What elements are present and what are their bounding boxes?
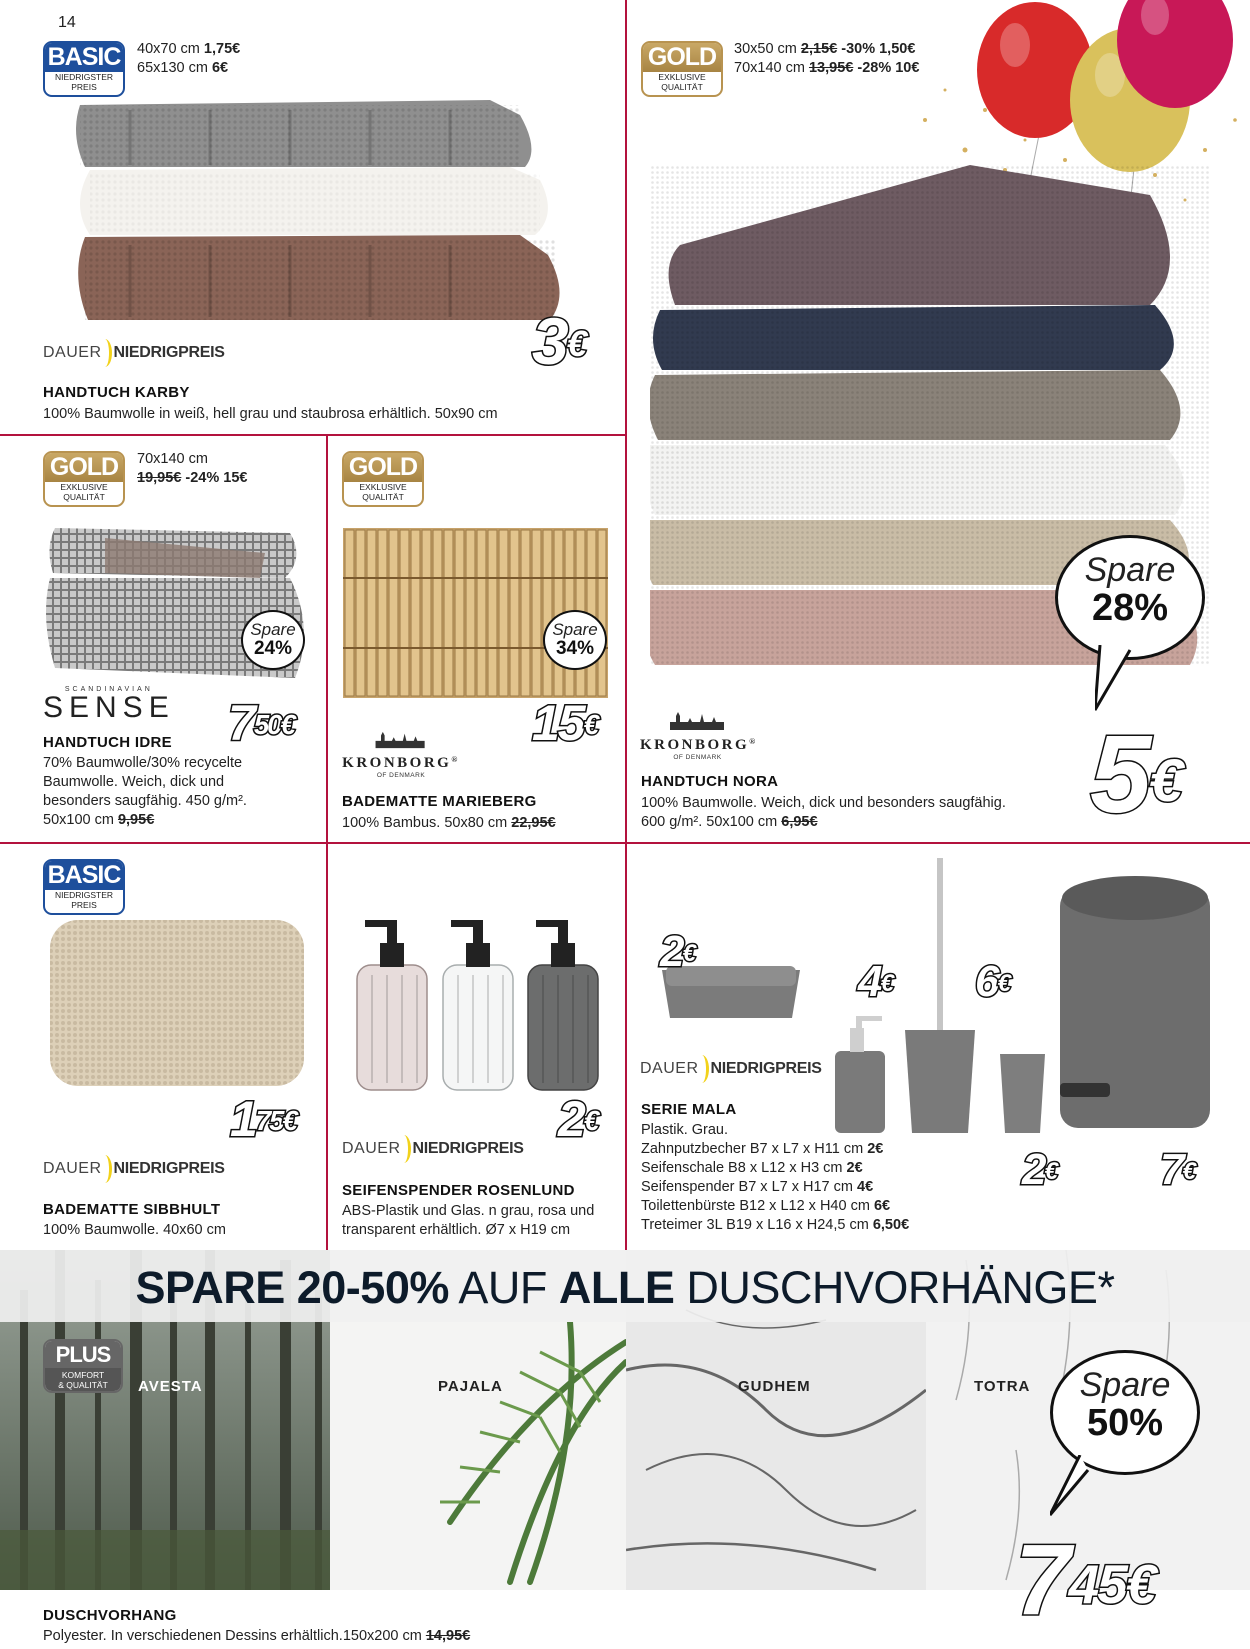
price-idre: $7^{50€}$ <box>228 695 294 751</box>
price-rosenlund: 2€ <box>558 1091 598 1147</box>
product-description: ABS-Plastik und Glas. n grau, rosa und transparent erhältlich. Ø7 x H19 cm <box>342 1203 595 1238</box>
curtain-name-totra: TOTRA <box>974 1378 1031 1395</box>
curtain-name-avesta: AVESTA <box>138 1378 203 1395</box>
divider-row3-right <box>625 842 627 1250</box>
bubble-tail <box>1050 1455 1090 1525</box>
basic-badge: BASIC NIEDRIGSTER PREIS <box>43 41 125 97</box>
product-title: BADEMATTE SIBBHULT <box>43 1201 221 1218</box>
product-description: 100% Baumwolle. Weich, dick und besonders saugfähig. 600 g/m². 50x100 cm 6,95€ <box>641 795 1006 830</box>
basic-badge: BASIC NIEDRIGSTER PREIS <box>43 859 125 915</box>
product-description: 100% Bambus. 50x80 cm 22,95€ <box>342 815 556 831</box>
spare-bubble: Spare 24% <box>241 610 305 670</box>
price-mala-cup: 2€ <box>1022 1145 1056 1194</box>
price-mala-bin: 7€ <box>1160 1145 1194 1194</box>
product-title: DUSCHVORHANG <box>43 1607 177 1624</box>
product-title: HANDTUCH IDRE <box>43 734 172 751</box>
product-description: 100% Baumwolle in weiß, hell grau und staubrosa erhältlich. 50x90 cm <box>43 406 498 422</box>
gold-badge: GOLD EXKLUSIVE QUALITÄT <box>641 41 723 97</box>
kronborg-logo: KRONBORG® OF DENMARK <box>342 730 460 779</box>
towel-stack-image <box>70 95 590 335</box>
divider-row3-left <box>326 842 328 1250</box>
size-list: 40x70 cm 1,75€ 65x130 cm 6€ <box>137 41 241 76</box>
size-list: 30x50 cm 2,15€ -30% 1,50€ 70x140 cm 13,95€ -28% 10€ <box>734 41 920 76</box>
product-description: 70% Baumwolle/30% recycelte Baumwolle. Weich, dick und besonders saugfähig. 450 g/m². 50x100 cm 9,95€ <box>43 755 247 828</box>
divider-row1 <box>0 434 626 436</box>
price-karby: 3€ <box>532 304 585 378</box>
product-title: BADEMATTE MARIEBERG <box>342 793 537 810</box>
price-mala-dispenser: 4€ <box>858 957 892 1006</box>
kronborg-logo: KRONBORG® OF DENMARK <box>640 710 755 761</box>
product-title: SEIFENSPENDER ROSENLUND <box>342 1182 575 1199</box>
divider-center-top <box>625 0 627 842</box>
price-marieberg: 15€ <box>532 695 597 751</box>
divider-row2-left <box>326 434 328 842</box>
bathroom-set-image <box>660 858 1220 1138</box>
curtain-name-gudhem: GUDHEM <box>738 1378 811 1395</box>
spare-bubble: Spare 28% <box>1055 535 1205 660</box>
promo-banner-text: SPARE 20-50% AUF ALLE DUSCHVORHÄNGE* <box>135 1262 1115 1313</box>
price-mala-brush: 6€ <box>975 957 1009 1006</box>
product-spec-list: Plastik. Grau. Zahnputzbecher B7 x L7 x H11 cm 2€ Seifenschale B8 x L12 x H3 cm 2€ Seifenspender B7 x L7 x H17 cm 4€ Toilettenbürste B12 x L12 x H40 cm 6€ Treteimer 3L B19 x L16 x H24,5 cm 6,50€ <box>641 1122 910 1233</box>
product-description: Polyester. In verschiedenen Dessins erhältlich.150x200 cm 14,95€ <box>43 1628 471 1644</box>
bath-mat-image <box>48 918 306 1088</box>
price-nora: 5€ <box>1090 713 1181 836</box>
product-title: SERIE MALA <box>641 1101 737 1118</box>
dauer-niedrigpreis-logo: DAUER NIEDRIGPREIS <box>43 338 225 368</box>
price-sibbhult: $1^{75€}$ <box>230 1091 296 1147</box>
spare-bubble: Spare 50% <box>1050 1350 1200 1475</box>
gold-badge: GOLD EXKLUSIVE QUALITÄT <box>342 451 424 507</box>
palm-curtain-image <box>330 1322 626 1590</box>
spare-bubble: Spare 34% <box>543 610 607 670</box>
price-mala-soapdish: 2€ <box>660 927 694 976</box>
curtain-name-pajala: PAJALA <box>438 1378 503 1395</box>
plus-badge: PLUS KOMFORT & QUALITÄT <box>43 1339 123 1393</box>
product-description: 100% Baumwolle. 40x60 cm <box>43 1222 226 1238</box>
page-number: 14 <box>58 14 76 31</box>
dauer-niedrigpreis-logo: DAUER NIEDRIGPREIS <box>342 1134 524 1164</box>
product-title: HANDTUCH KARBY <box>43 384 190 401</box>
size-list: 70x140 cm 19,95€ -24% 15€ <box>137 451 248 486</box>
bubble-tail <box>1095 645 1135 715</box>
soap-dispensers-image <box>345 905 610 1095</box>
scandinavian-sense-logo: SCANDINAVIAN SENSE <box>43 686 175 724</box>
product-title: HANDTUCH NORA <box>641 773 779 790</box>
price-curtain: $7^{45€}$ <box>1015 1524 1155 1636</box>
dauer-niedrigpreis-logo: DAUER NIEDRIGPREIS <box>43 1154 225 1184</box>
dauer-niedrigpreis-logo: DAUER NIEDRIGPREIS <box>640 1054 822 1084</box>
gold-badge: GOLD EXKLUSIVE QUALITÄT <box>43 451 125 507</box>
